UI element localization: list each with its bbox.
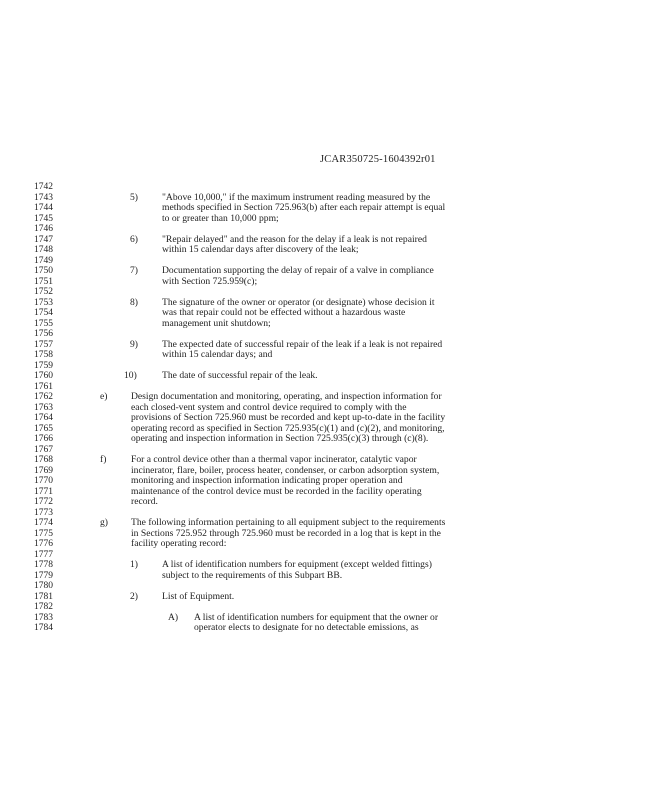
line-number: 1774 [34,518,53,528]
line-number: 1760 [34,371,53,381]
text-row [0,182,665,193]
line-number: 1745 [34,213,53,224]
line-number: 1759 [34,360,53,371]
item-text-line: incinerator, flare, boiler, process heater, condenser, or carbon adsorption system, [131,464,440,476]
line-number: 1781 [34,591,53,602]
item-text-line: For a control device other than a thermal vapor incinerator, catalytic vapor [131,454,417,465]
item-text-line: maintenance of the control device must be recorded in the facility operating [131,485,422,497]
line-number: 1749 [34,255,53,266]
item-label: 2) [130,590,138,602]
item-text-line: record. [131,496,158,507]
text-row [0,623,665,634]
line-number: 1771 [34,486,53,497]
line-number: 1775 [34,528,53,539]
item-label: g) [100,517,108,528]
item-text-line: each closed-vent system and control device required to comply with the [131,401,407,413]
line-number: 1767 [34,444,53,455]
item-text-line: The date of successful repair of the leak. [162,370,318,381]
item-text-line: "Repair delayed" and the reason for the delay if a leak is not repaired [162,233,427,245]
line-number: 1766 [34,434,53,444]
text-row [0,476,665,487]
line-number: 1751 [34,276,53,287]
text-row [0,413,665,424]
line-number: 1765 [34,423,53,434]
item-label: 7) [130,265,138,276]
text-row [0,371,665,382]
line-number: 1754 [34,308,53,318]
item-text-line: subject to the requirements of this Subpart BB. [162,569,343,581]
line-number: 1768 [34,455,53,465]
item-label: e) [100,391,108,402]
text-row [0,329,665,340]
document-body [0,182,665,634]
line-number: 1746 [34,224,53,234]
item-text-line: A list of identification numbers for equipment that the owner or [194,611,439,623]
item-label: 1) [130,559,138,570]
item-label: 8) [130,296,138,308]
text-row [0,434,665,445]
line-number: 1744 [34,203,53,213]
item-label: 10) [124,370,137,381]
text-row [0,224,665,235]
item-text-line: operating and inspection information in Section 725.935(c)(3) through (c)(8). [131,433,429,444]
line-number: 1762 [34,392,53,402]
document-id-header: JCAR350725-1604392r01 [320,154,436,165]
line-number: 1770 [34,476,53,486]
item-text-line: The signature of the owner or operator (or designate) whose decision it [162,296,435,308]
line-number: 1753 [34,297,53,308]
line-number: 1763 [34,402,53,413]
item-text-line: A list of identification numbers for equipment (except welded fittings) [162,559,432,570]
item-text-line: Documentation supporting the delay of repair of a valve in compliance [162,265,434,276]
line-number: 1748 [34,245,53,255]
text-row [0,350,665,361]
line-number: 1776 [34,539,53,549]
line-number: 1752 [34,287,53,297]
item-text-line: The expected date of successful repair of the leak if a leak is not repaired [162,338,443,350]
line-number: 1777 [34,549,53,560]
line-number: 1747 [34,234,53,245]
line-number: 1750 [34,266,53,276]
line-number: 1772 [34,497,53,507]
text-row [0,392,665,403]
line-number: 1756 [34,329,53,339]
item-text-line: "Above 10,000," if the maximum instrument reading measured by the [162,191,431,203]
text-row [0,277,665,288]
line-number: 1782 [34,602,53,612]
item-label: f) [100,454,107,465]
item-text-line: within 15 calendar days after discovery of the leak; [162,244,359,255]
item-text-line: was that repair could not be effected without a hazardous waste [162,307,406,318]
text-row [0,518,665,529]
line-number: 1742 [34,182,53,192]
text-row [0,361,665,372]
text-row [0,214,665,225]
item-text-line: facility operating record: [131,538,227,549]
text-row [0,340,665,351]
line-number: 1761 [34,381,53,392]
text-row [0,287,665,298]
text-row [0,455,665,466]
text-row [0,592,665,603]
text-row [0,571,665,582]
item-text-line: methods specified in Section 725.963(b) after each repair attempt is equal [162,202,446,213]
item-text-line: to or greater than 10,000 ppm; [162,212,279,224]
text-row [0,319,665,330]
item-text-line: monitoring and inspection information indicating proper operation and [131,475,403,486]
item-text-line: management unit shutdown; [162,317,271,329]
item-label: 6) [130,233,138,245]
item-text-line: within 15 calendar days; and [162,349,273,360]
text-row [0,581,665,592]
item-label: 5) [130,191,138,203]
item-text-line: with Section 725.959(c); [162,275,258,287]
line-number: 1755 [34,318,53,329]
text-row [0,203,665,214]
text-row [0,245,665,256]
item-text-line: List of Equipment. [162,590,235,602]
text-row [0,487,665,498]
line-number: 1764 [34,413,53,423]
text-row [0,539,665,550]
line-number: 1779 [34,570,53,581]
line-number: 1757 [34,339,53,350]
line-number: 1769 [34,465,53,476]
line-number: 1780 [34,581,53,591]
item-text-line: provisions of Section 725.960 must be recorded and kept up-to-date in the facility [131,412,446,423]
text-row [0,529,665,540]
item-label: A) [168,611,179,623]
item-text-line: Design documentation and monitoring, operating, and inspection information for [131,391,442,402]
item-text-line: The following information pertaining to all equipment subject to the requirements [131,517,446,528]
line-number: 1758 [34,350,53,360]
item-label: 9) [130,338,138,350]
text-row [0,560,665,571]
line-number: 1743 [34,192,53,203]
line-number: 1784 [34,623,53,633]
text-row [0,308,665,319]
line-number: 1773 [34,507,53,518]
item-text-line: in Sections 725.952 through 725.960 must be recorded in a log that is kept in the [131,527,441,539]
text-row [0,497,665,508]
line-number: 1783 [34,612,53,623]
text-row [0,602,665,613]
line-number: 1778 [34,560,53,570]
text-row [0,266,665,277]
item-text-line: operator elects to designate for no detectable emissions, as [194,622,419,633]
item-text-line: operating record as specified in Section 725.935(c)(1) and (c)(2), and monitoring, [131,422,445,434]
